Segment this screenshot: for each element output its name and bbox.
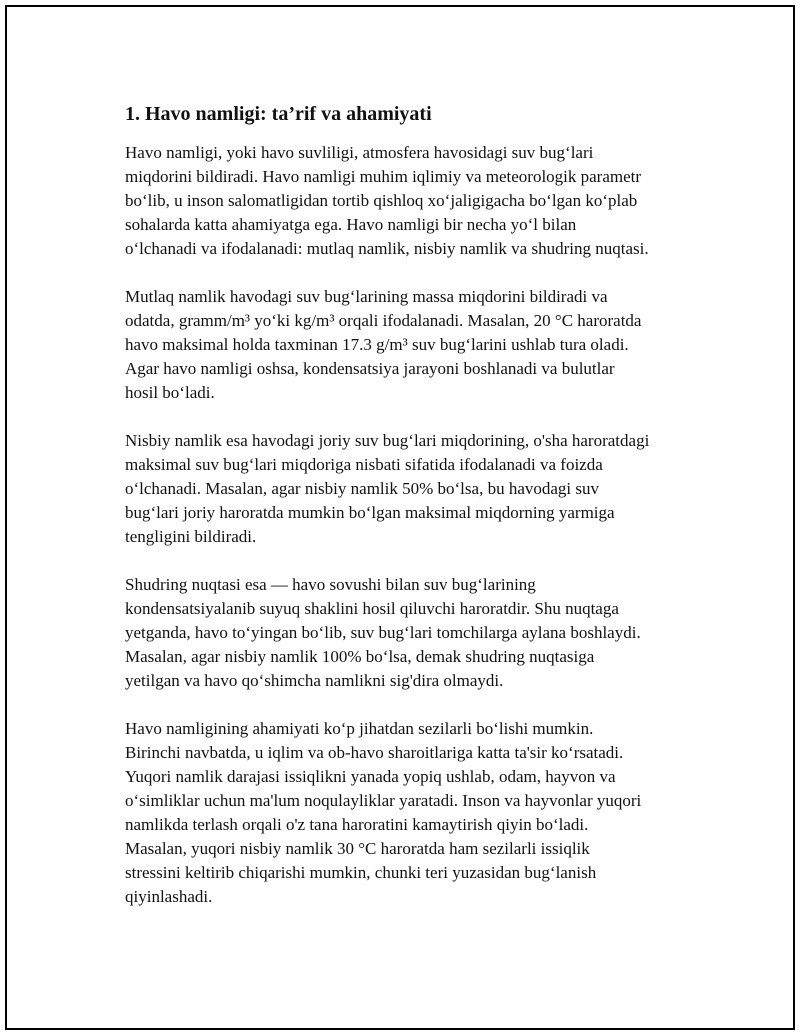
text-line: Havo namligining ahamiyati ko‘p jihatdan sezilarli bo‘lishi mumkin. <box>125 719 594 738</box>
text-line: Masalan, agar nisbiy namlik 100% bo‘lsa, demak shudring nuqtasiga <box>125 647 595 666</box>
text-line: Havo namligi, yoki havo suvliligi, atmosfera havosidagi suv bug‘lari <box>125 143 594 162</box>
text-line: qiyinlashadi. <box>125 887 213 906</box>
text-line: Nisbiy namlik esa havodagi joriy suv bug‘lari miqdorining, o'sha haroratdagi <box>125 431 650 450</box>
text-line: yetilgan va havo qo‘shimcha namlikni sig'dira olmaydi. <box>125 671 504 690</box>
document-body <box>125 101 695 933</box>
page-border <box>5 5 795 1030</box>
paragraph-definition <box>125 141 695 261</box>
text-line: namlikda terlash orqali o'z tana haroratini kamaytirish qiyin bo‘ladi. <box>125 815 589 834</box>
text-line: Yuqori namlik darajasi issiqlikni yanada yopiq ushlab, odam, hayvon va <box>125 767 616 786</box>
text-line: bug‘lari joriy haroratda mumkin bo‘lgan maksimal miqdorning yarmiga <box>125 503 615 522</box>
text-line: Birinchi navbatda, u iqlim va ob-havo sharoitlariga katta ta'sir ko‘rsatadi. <box>125 743 624 762</box>
text-line: kondensatsiyalanib suyuq shaklini hosil qiluvchi haroratdir. Shu nuqtaga <box>125 599 619 618</box>
text-line: Shudring nuqtasi esa — havo sovushi bilan suv bug‘larining <box>125 575 536 594</box>
text-line: o‘lchanadi va ifodalanadi: mutlaq namlik, nisbiy namlik va shudring nuqtasi. <box>125 239 649 258</box>
text-line: Mutlaq namlik havodagi suv bug‘larining massa miqdorini bildiradi va <box>125 287 608 306</box>
section-title: 1. Havo namligi: ta’rif va ahamiyati <box>125 103 432 125</box>
text-line: o‘simliklar uchun ma'lum noqulayliklar yaratadi. Inson va hayvonlar yuqori <box>125 791 642 810</box>
text-line: odatda, gramm/m³ yo‘ki kg/m³ orqali ifodalanadi. Masalan, 20 °C haroratda <box>125 311 642 330</box>
paragraph-dew-point <box>125 573 695 693</box>
text-line: stressini keltirib chiqarishi mumkin, chunki teri yuzasidan bug‘lanish <box>125 863 597 882</box>
text-line: havo maksimal holda taxminan 17.3 g/m³ suv bug‘larini ushlab tura oladi. <box>125 335 629 354</box>
text-line: miqdorini bildiradi. Havo namligi muhim iqlimiy va meteorologik parametr <box>125 167 642 186</box>
paragraph-relative-humidity <box>125 429 695 549</box>
text-line: sohalarda katta ahamiyatga ega. Havo namligi bir necha yo‘l bilan <box>125 215 577 234</box>
paragraph-absolute-humidity <box>125 285 695 405</box>
text-line: hosil bo‘ladi. <box>125 383 215 402</box>
text-line: yetganda, havo to‘yingan bo‘lib, suv bug‘lari tomchilarga aylana boshlaydi. <box>125 623 641 642</box>
text-line: o‘lchanadi. Masalan, agar nisbiy namlik 50% bo‘lsa, bu havodagi suv <box>125 479 599 498</box>
text-line: Masalan, yuqori nisbiy namlik 30 °C haroratda ham sezilarli issiqlik <box>125 839 590 858</box>
text-line: tengligini bildiradi. <box>125 527 257 546</box>
paragraph-importance <box>125 717 695 909</box>
text-line: bo‘lib, u inson salomatligidan tortib qishloq xo‘jaligigacha bo‘lgan ko‘plab <box>125 191 638 210</box>
text-line: maksimal suv bug‘lari miqdoriga nisbati sifatida ifodalanadi va foizda <box>125 455 603 474</box>
text-line: Agar havo namligi oshsa, kondensatsiya jarayoni boshlanadi va bulutlar <box>125 359 615 378</box>
